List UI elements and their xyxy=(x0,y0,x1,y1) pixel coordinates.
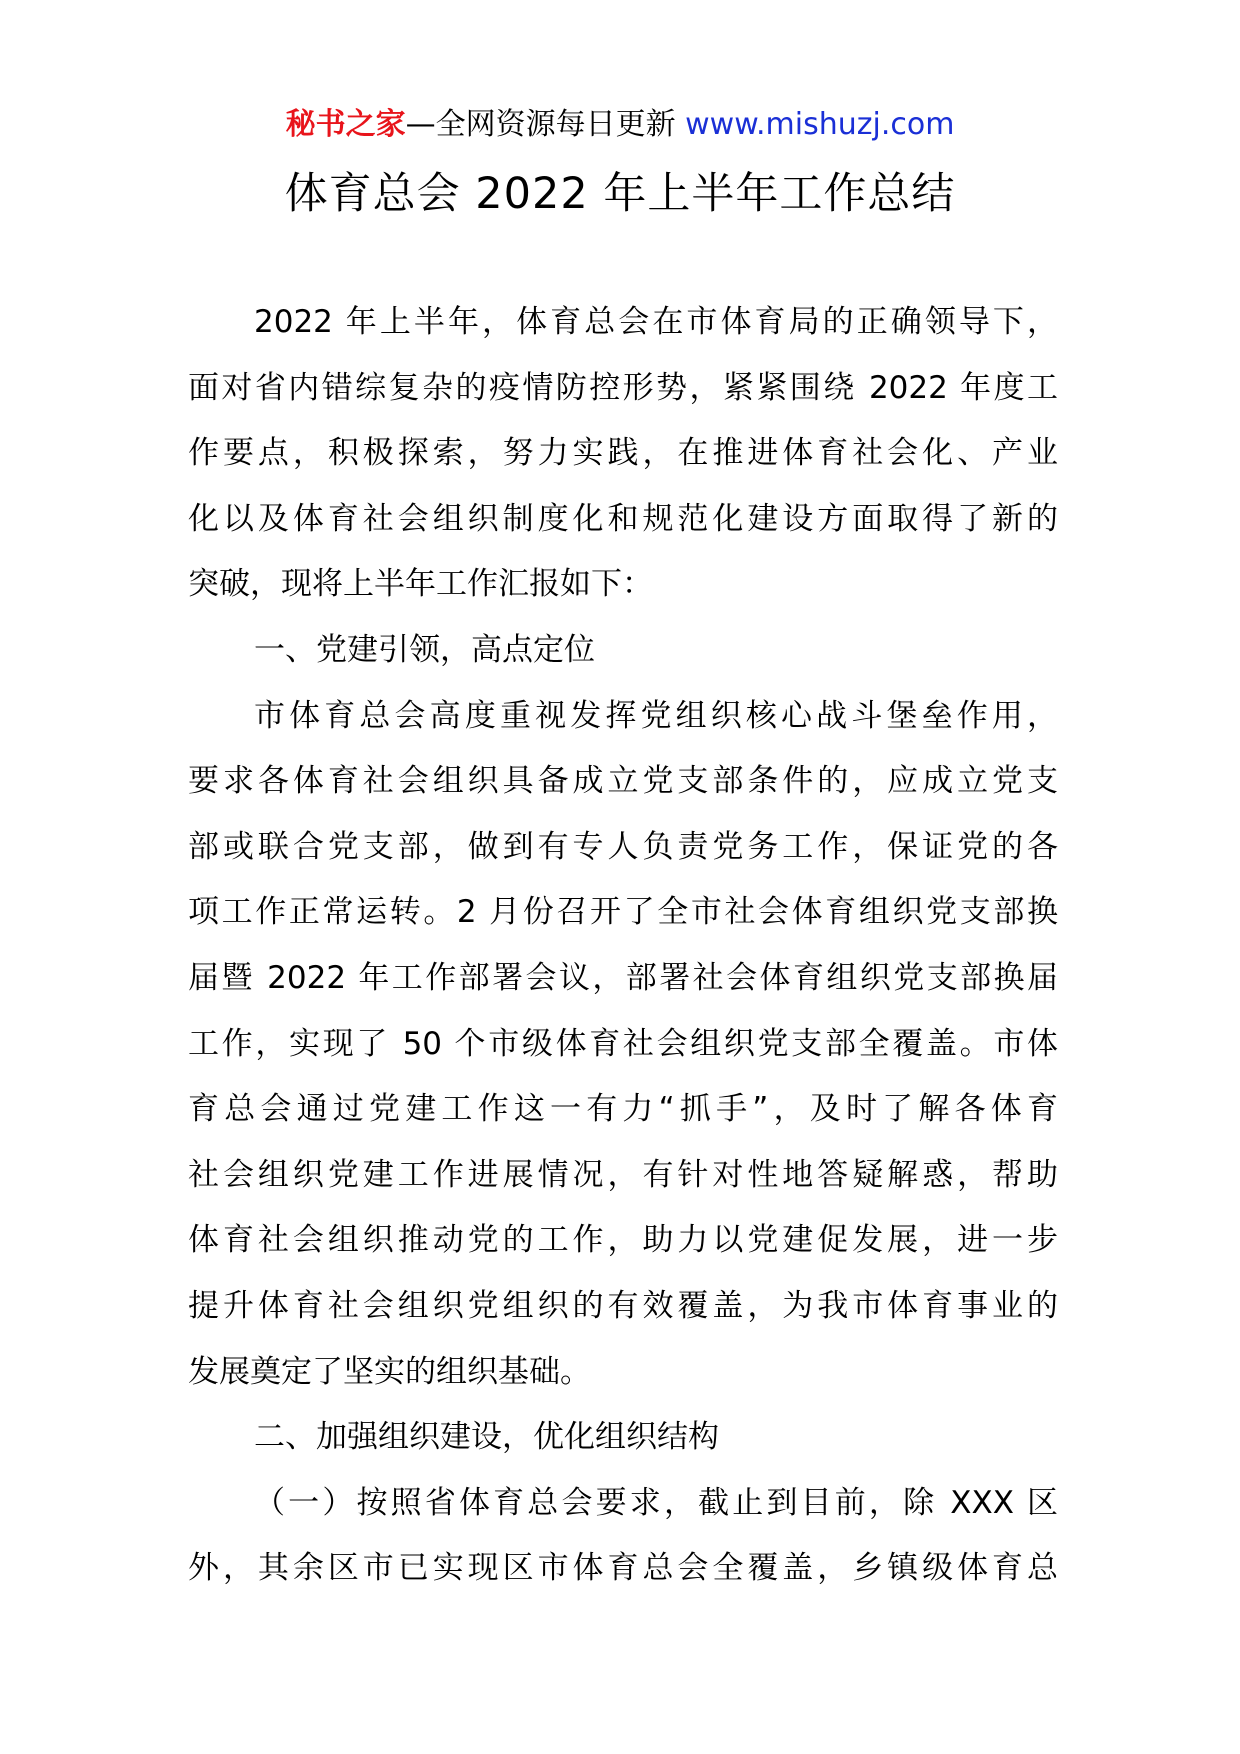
site-header xyxy=(0,98,1240,152)
paragraph-line: 育总会通过党建工作这一有力“抓手”，及时了解各体育 xyxy=(188,1091,1058,1128)
document-title: 体育总会 2022 年上半年工作总结 xyxy=(284,169,956,219)
paragraph-line: 发展奠定了坚实的组织基础。 xyxy=(188,1353,591,1390)
paragraph-line: 作要点，积极探索，努力实践，在推进体育社会化、产业 xyxy=(188,435,1058,472)
paragraph-line: 体育社会组织推动党的工作，助力以党建促发展，进一步 xyxy=(188,1222,1058,1259)
paragraph-line: 部或联合党支部，做到有专人负责党务工作，保证党的各 xyxy=(188,828,1058,865)
paragraph-line: 届暨 2022 年工作部署会议，部署社会体育组织党支部换届 xyxy=(188,959,1058,996)
paragraph-line: 面对省内错综复杂的疫情防控形势，紧紧围绕 2022 年度工 xyxy=(188,369,1058,406)
paragraph-line: 2022 年上半年，体育总会在市体育局的正确领导下， xyxy=(254,304,1058,340)
paragraph-line: 化以及体育社会组织制度化和规范化建设方面取得了新的 xyxy=(188,500,1058,537)
paragraph-line: 市体育总会高度重视发挥党组织核心战斗堡垒作用， xyxy=(254,697,1058,734)
document-body xyxy=(188,290,1058,1602)
paragraph-line: 突破，现将上半年工作汇报如下： xyxy=(188,566,653,603)
section-heading: 二、加强组织建设，优化组织结构 xyxy=(254,1419,719,1456)
paragraph-line: 项工作正常运转。2 月份召开了全市社会体育组织党支部换 xyxy=(188,894,1058,931)
section-heading: 一、党建引领，高点定位 xyxy=(254,631,595,668)
site-url-link[interactable]: www.mishuzj.com xyxy=(685,107,955,142)
paragraph-line: （一）按照省体育总会要求，截止到目前，除 XXX 区 xyxy=(254,1484,1058,1521)
site-brand: 秘书之家 xyxy=(285,107,406,142)
paragraph-line: 外，其余区市已实现区市体育总会全覆盖，乡镇级体育总 xyxy=(188,1550,1058,1587)
paragraph-line: 提升体育社会组织党组织的有效覆盖，为我市体育事业的 xyxy=(188,1287,1058,1324)
site-slogan: —全网资源每日更新 xyxy=(405,107,676,142)
paragraph-line: 社会组织党建工作进展情况，有针对性地答疑解惑，帮助 xyxy=(188,1156,1058,1193)
paragraph-line: 工作，实现了 50 个市级体育社会组织党支部全覆盖。市体 xyxy=(188,1025,1058,1062)
paragraph-line: 要求各体育社会组织具备成立党支部条件的，应成立党支 xyxy=(188,763,1058,800)
